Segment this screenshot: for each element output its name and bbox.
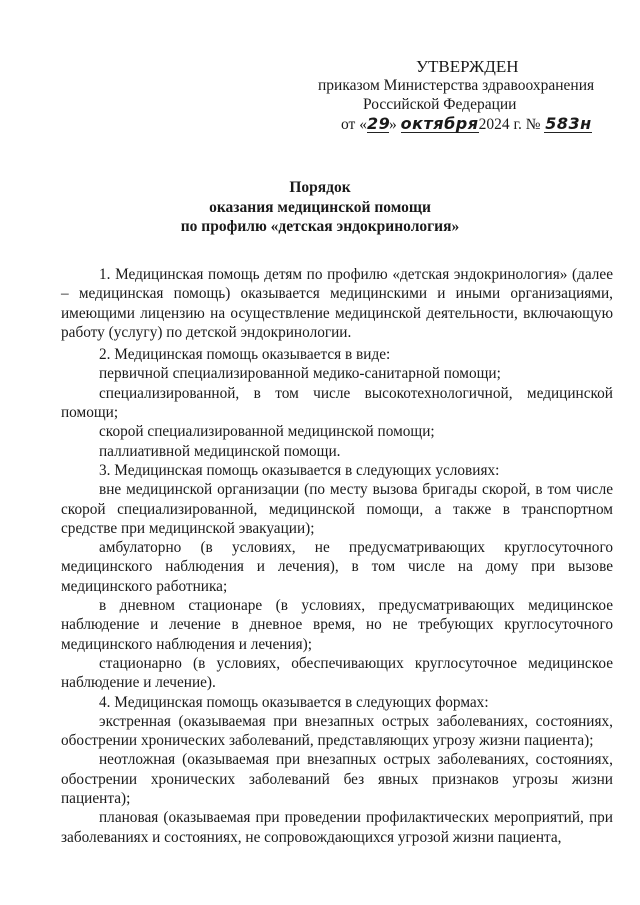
- paragraph-5: скорой специализированной медицинской помощи;: [99, 423, 435, 441]
- title-line-3: по профилю «детская эндокринология»: [180, 218, 460, 235]
- date-prefix: от «: [341, 116, 367, 133]
- paragraph-8: вне медицинской организации (по месту вызова бригады скорой, в том числе скорой специализированной, медицинской помощи, а также в транспортном средстве при медицинской эвакуации);: [61, 481, 613, 537]
- title-line-2: оказания медицинской помощи: [209, 198, 431, 216]
- paragraph-10: в дневном стационаре (в условиях, предусматривающих медицинское наблюдение и лечение в дневное время, но не требующих круглосуточного медицинского наблюдения и лечения);: [61, 597, 613, 653]
- paragraph-2: 2. Медицинская помощь оказывается в виде:: [99, 346, 391, 364]
- paragraph-14: неотложная (оказываемая при внезапных острых заболеваниях, состояниях, обострении хронических заболеваний без явных признаков угрозы жизни пациента);: [61, 751, 613, 808]
- year-and-number-label: 2024 г. №: [478, 116, 541, 133]
- paragraph-9: амбулаторно (в условиях, не предусматривающих круглосуточного медицинского наблюдения и лечения), в том числе на дому при вызове медицинского работника;: [61, 539, 613, 595]
- handwritten-month: октября: [400, 114, 479, 133]
- approval-heading: УТВЕРЖДЕН: [416, 57, 519, 76]
- approval-block: [318, 57, 618, 134]
- document-body: [61, 265, 613, 847]
- handwritten-order-number: 583н: [545, 114, 592, 133]
- paragraph-1: 1. Медицинская помощь детям по профилю «детская эндокринология» (далее – медицинская помощь) оказывается медицинскими и иными организациями, имеющими лицензию на осуществление медицинской деятельности, включающую работу (услугу) по детской эндокринологии.: [61, 266, 613, 341]
- paragraph-11: стационарно (в условиях, обеспечивающих круглосуточное медицинское наблюдение и лечение).: [61, 654, 613, 692]
- paragraph-3: первичной специализированной медико-санитарной помощи;: [99, 365, 501, 383]
- paragraph-12: 4. Медицинская помощь оказывается в следующих формах:: [99, 693, 489, 711]
- approval-date-line: [318, 115, 618, 134]
- title-line-1: Порядок: [289, 179, 351, 196]
- paragraph-4: специализированной, в том числе высокотехнологичной, медицинской помощи;: [61, 384, 613, 422]
- paragraph-6: паллиативной медицинской помощи.: [99, 442, 341, 460]
- approval-order-line: приказом Министерства здравоохранения: [318, 77, 595, 94]
- paragraph-7: 3. Медицинская помощь оказывается в следующих условиях:: [99, 461, 500, 479]
- handwritten-day: 29: [366, 114, 391, 133]
- paragraph-13: экстренная (оказываемая при внезапных острых заболеваниях, состояниях, обострении хронических заболеваний, представляющих угрозу жизни пациента);: [61, 712, 613, 750]
- approval-ministry-line: Российской Федерации: [363, 96, 517, 113]
- date-close-quote: »: [388, 116, 397, 133]
- document-title: [0, 178, 640, 237]
- paragraph-15: плановая (оказываемая при проведении профилактических мероприятий, при заболеваниях и состояниях, не сопровождающихся угрозой жизни пациента,: [61, 809, 613, 846]
